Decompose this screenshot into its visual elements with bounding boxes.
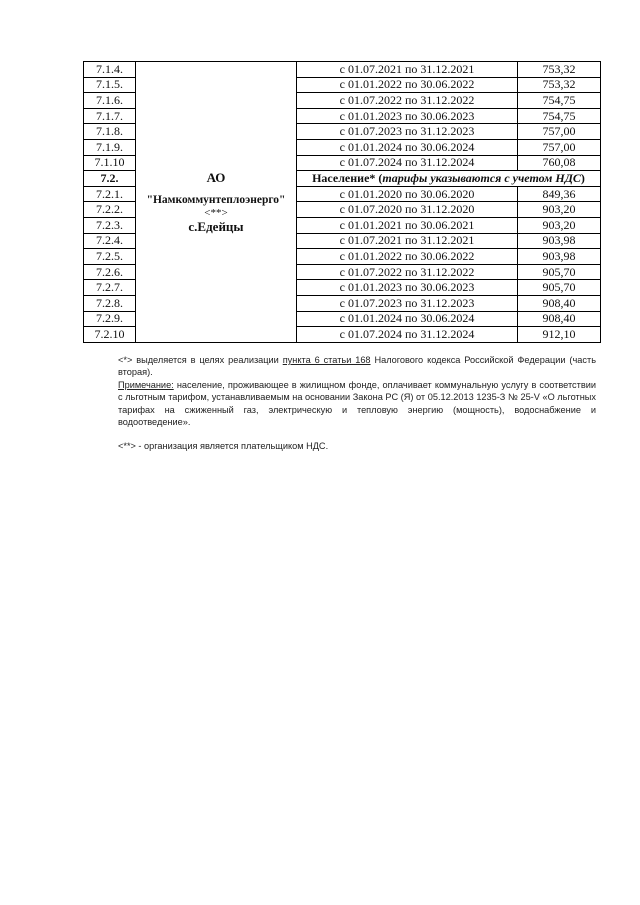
tariff-value: 903,20 <box>518 217 601 233</box>
row-number: 7.2.4. <box>84 233 136 249</box>
tariff-period: с 01.07.2022 по 31.12.2022 <box>297 93 518 109</box>
row-number: 7.1.6. <box>84 93 136 109</box>
row-number: 7.1.10 <box>84 155 136 171</box>
tariff-period: с 01.07.2024 по 31.12.2024 <box>297 155 518 171</box>
vat-payer-mark: <**> <box>204 206 228 219</box>
group-title-italic: тарифы указываются с учетом НДС <box>382 170 581 185</box>
tariff-value: 908,40 <box>518 311 601 327</box>
remark-label: Примечание: <box>118 379 174 390</box>
row-number: 7.2.9. <box>84 311 136 327</box>
row-number: 7.1.9. <box>84 139 136 155</box>
row-number: 7.1.7. <box>84 108 136 124</box>
tariff-period: с 01.01.2023 по 30.06.2023 <box>297 280 518 296</box>
footnotes <box>118 354 596 453</box>
tariff-period: с 01.07.2020 по 31.12.2020 <box>297 202 518 218</box>
tariff-value: 753,32 <box>518 62 601 78</box>
tariff-table <box>83 61 601 343</box>
tariff-value: 905,70 <box>518 264 601 280</box>
tariff-value: 760,08 <box>518 155 601 171</box>
tariff-value: 903,98 <box>518 249 601 265</box>
tariff-value: 754,75 <box>518 93 601 109</box>
group-title-text: Население* ( <box>312 170 383 185</box>
group-number: 7.2. <box>84 171 136 187</box>
tariff-period: с 01.07.2023 по 31.12.2023 <box>297 295 518 311</box>
remark-text: население, проживающее в жилищном фонде, оплачивает коммунальную услугу в соответствии с льготным тарифом, устанавливаемым на основании Закона РС (Я) от 05.12.2013 1235-З № 25-V «О льготных тарифах на сжиженный газ, электрическую и тепловую энергию (мощность), водоснабжение и водоотведение». <box>118 379 596 428</box>
group-title <box>297 171 601 187</box>
tariff-period: с 01.07.2021 по 31.12.2021 <box>297 62 518 78</box>
tariff-period: с 01.01.2024 по 30.06.2024 <box>297 139 518 155</box>
tariff-value: 849,36 <box>518 186 601 202</box>
tariff-period: с 01.07.2022 по 31.12.2022 <box>297 264 518 280</box>
row-number: 7.2.6. <box>84 264 136 280</box>
settlement-name: с.Едейцы <box>188 218 244 234</box>
tariff-value: 757,00 <box>518 124 601 140</box>
row-number: 7.2.10 <box>84 327 136 343</box>
tariff-value: 757,00 <box>518 139 601 155</box>
tariff-period: с 01.01.2023 по 30.06.2023 <box>297 108 518 124</box>
organization-cell <box>136 62 297 343</box>
tariff-value: 903,20 <box>518 202 601 218</box>
row-number: 7.2.8. <box>84 295 136 311</box>
vat-payer-footnote: <**> - организация является плательщиком НДС. <box>118 441 329 452</box>
row-number: 7.1.8. <box>84 124 136 140</box>
tariff-period: с 01.07.2021 по 31.12.2021 <box>297 233 518 249</box>
row-number: 7.1.5. <box>84 77 136 93</box>
tariff-value: 912,10 <box>518 327 601 343</box>
tariff-value: 903,98 <box>518 233 601 249</box>
row-number: 7.2.2. <box>84 202 136 218</box>
row-number: 7.2.5. <box>84 249 136 265</box>
tariff-period: с 01.01.2020 по 30.06.2020 <box>297 186 518 202</box>
tariff-period: с 01.01.2024 по 30.06.2024 <box>297 311 518 327</box>
tariff-period: с 01.01.2021 по 30.06.2021 <box>297 217 518 233</box>
row-number: 7.2.1. <box>84 186 136 202</box>
row-number: 7.1.4. <box>84 62 136 78</box>
tariff-period: с 01.01.2022 по 30.06.2022 <box>297 249 518 265</box>
remark-note <box>118 379 596 429</box>
tariff-period: с 01.07.2023 по 31.12.2023 <box>297 124 518 140</box>
row-number: 7.2.7. <box>84 280 136 296</box>
tariff-value: 905,70 <box>518 280 601 296</box>
tariff-value: 754,75 <box>518 108 601 124</box>
row-number: 7.2.3. <box>84 217 136 233</box>
group-title-close: ) <box>580 170 585 185</box>
vat-footnote: <*> выделяется в целях реализации пункта 6 статьи 168 Налогового кодекса Российской Федерации (часть вторая). <box>118 355 596 378</box>
tariff-period: с 01.01.2022 по 30.06.2022 <box>297 77 518 93</box>
tariff-value: 753,32 <box>518 77 601 93</box>
table-row <box>84 62 601 78</box>
tax-code-reference: пункта 6 статьи 168 <box>282 355 371 365</box>
organization-name: "Намкоммунтеплоэнерго" <box>146 193 286 206</box>
tariff-period: с 01.07.2024 по 31.12.2024 <box>297 327 518 343</box>
tariff-value: 908,40 <box>518 295 601 311</box>
organization-kind: АО <box>206 169 226 185</box>
